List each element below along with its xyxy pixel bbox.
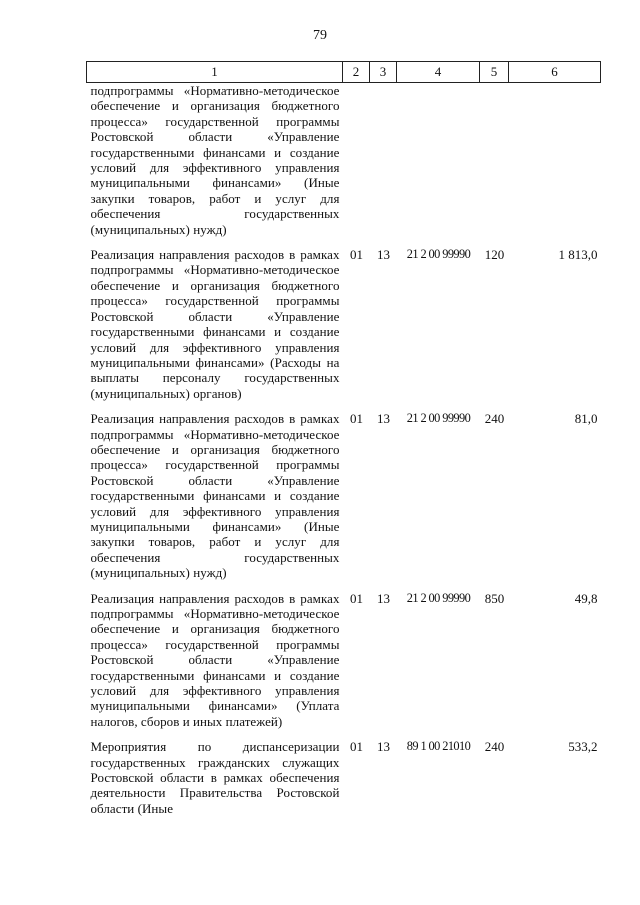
header-col-4: 4 (397, 62, 480, 83)
row-amount: 533,2 (568, 739, 598, 755)
table-row (87, 739, 601, 816)
table-row (87, 591, 601, 730)
table-row (87, 83, 601, 238)
row-description: подпрограммы «Нормативно-методическое обеспечение и организация бюджетного процесса» государственной программы Ростовской области «Управление государственными финансами и создание условий для эффективного управления муниципальными финансами» (Иные закупки товаров, работ и услуг для обеспечения государственных (муниципальных) нужд) (90, 83, 340, 237)
row-expense-type: 240 (484, 411, 505, 427)
row-subsection (370, 83, 397, 238)
row-expense-type (480, 83, 509, 238)
row-target-article: 21 2 00 99990 (406, 590, 471, 605)
row-target-article: 89 1 00 21010 (406, 739, 471, 754)
header-col-2: 2 (343, 62, 370, 83)
budget-table (86, 61, 601, 816)
row-section: 01 (350, 739, 363, 755)
table-header (87, 62, 601, 83)
header-col-5: 5 (480, 62, 509, 83)
row-expense-type: 240 (484, 739, 505, 755)
row-subsection: 13 (377, 247, 390, 263)
row-amount: 1 813,0 (558, 247, 598, 263)
row-amount: 81,0 (574, 411, 598, 427)
row-spacer (87, 729, 601, 739)
row-description: Реализация направления расходов в рамках подпрограммы «Нормативно-методическое обеспечение и организация бюджетного процесса» государственной программы Ростовской области «Управление государственными финансами и создание условий для эффективного управления муниципальными финансами» (Уплата налогов, сборов и иных платежей) (90, 590, 340, 729)
row-amount: 49,8 (574, 590, 598, 606)
row-description: Реализация направления расходов в рамках подпрограммы «Нормативно-методическое обеспечение и организация бюджетного процесса» государственной программы Ростовской области «Управление государственными финансами и создание условий для эффективного управления муниципальными финансами» (Расходы на выплаты персоналу государственных (муниципальных) органов) (90, 247, 340, 401)
row-subsection: 13 (377, 739, 390, 755)
header-col-1: 1 (87, 62, 343, 83)
row-section: 01 (350, 411, 363, 427)
row-section: 01 (350, 247, 363, 263)
row-subsection: 13 (377, 411, 390, 427)
header-row (87, 62, 601, 83)
page-number: 79 (313, 28, 327, 43)
row-description: Реализация направления расходов в рамках подпрограммы «Нормативно-методическое обеспечение и организация бюджетного процесса» государственной программы Ростовской области «Управление государственными финансами и создание условий для эффективного управления муниципальными финансами» (Иные закупки товаров, работ и услуг для обеспечения государственных (муниципальных) нужд) (90, 411, 340, 581)
row-subsection: 13 (377, 590, 390, 606)
table-row (87, 247, 601, 401)
row-section: 01 (350, 590, 363, 606)
row-target-article: 21 2 00 99990 (406, 247, 471, 262)
row-spacer (87, 237, 601, 247)
row-expense-type: 850 (484, 590, 505, 606)
row-target-article (397, 83, 480, 238)
row-target-article: 21 2 00 99990 (406, 411, 471, 426)
header-col-6: 6 (509, 62, 601, 83)
row-expense-type: 120 (484, 247, 505, 263)
header-col-3: 3 (370, 62, 397, 83)
table-body (87, 83, 601, 817)
row-spacer (87, 401, 601, 411)
row-spacer (87, 581, 601, 591)
row-description: Мероприятия по диспансеризации государственных гражданских служащих Ростовской области в рамках обеспечения деятельности Правительства Ростовской области (Иные (90, 739, 340, 816)
row-section (343, 83, 370, 238)
table-row (87, 411, 601, 580)
row-amount (509, 83, 601, 238)
